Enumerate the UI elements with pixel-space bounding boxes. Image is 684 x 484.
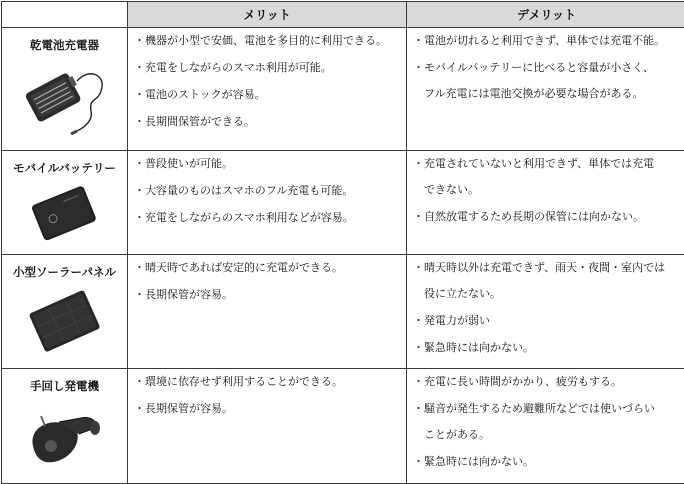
list-item: ・電池が切れると利用できず、単体では充電不能。 <box>413 34 684 48</box>
device-cell <box>2 255 128 369</box>
list-item: ・充電されていないと利用できず、単体では充電 できない。 <box>413 157 684 197</box>
demerit-cell <box>407 255 684 369</box>
list-item: ・緊急時には向かない。 <box>413 341 684 355</box>
merit-cell <box>128 369 407 484</box>
device-name: 乾電池充電器 <box>2 37 127 53</box>
list-item: ・発電力が弱い <box>413 314 684 328</box>
list-item: ・緊急時には向かない。 <box>413 455 684 469</box>
table-row <box>2 255 684 369</box>
list-item: ・大容量のものはスマホのフル充電も可能。 <box>134 184 406 198</box>
list-item: ・自然放電するため長期の保管には向かない。 <box>413 210 684 224</box>
demerit-cell <box>407 369 684 484</box>
hand-crank-generator-icon <box>19 398 111 474</box>
header-corner <box>2 2 128 28</box>
solar-panel-icon <box>19 284 111 356</box>
list-item: ・機器が小型で安価、電池を多目的に利用できる。 <box>134 34 406 48</box>
demerit-cell <box>407 151 684 255</box>
table-row <box>2 151 684 255</box>
device-cell <box>2 369 128 484</box>
device-name: モバイルバッテリー <box>2 160 127 176</box>
comparison-table <box>1 1 684 484</box>
list-item: ・普段使いが可能。 <box>134 157 406 171</box>
list-item: ・長期保管が容易。 <box>134 288 406 302</box>
list-item: ・電池のストックが容易。 <box>134 88 406 102</box>
merit-cell <box>128 28 407 151</box>
list-item: ・長期保管が容易。 <box>134 402 406 416</box>
demerit-cell <box>407 28 684 151</box>
device-cell <box>2 151 128 255</box>
device-name: 小型ソーラーパネル <box>2 264 127 280</box>
list-item: ・充電に長い時間がかかり、疲労もする。 <box>413 375 684 389</box>
list-item: ・晴天時であれば安定的に充電ができる。 <box>134 261 406 275</box>
device-cell <box>2 28 128 151</box>
table-row <box>2 28 684 151</box>
list-item: ・充電をしながらのスマホ利用などが容易。 <box>134 211 406 225</box>
list-item: ・環境に依存せず利用することができる。 <box>134 375 406 389</box>
merit-cell <box>128 255 407 369</box>
list-item: ・モバイルバッテリーに比べると容量が小さく、 フル充電には電池交換が必要な場合がある。 <box>413 61 684 101</box>
list-item: ・晴天時以外は充電できず、雨天・夜間・室内では 役に立たない。 <box>413 261 684 301</box>
list-item: ・長期間保管ができる。 <box>134 115 406 129</box>
list-item: ・充電をしながらのスマホ利用が可能。 <box>134 61 406 75</box>
list-item: ・騒音が発生するため避難所などでは使いづらい ことがある。 <box>413 402 684 442</box>
header-merit: メリット <box>128 2 407 28</box>
table-row <box>2 369 684 484</box>
mobile-battery-icon <box>19 180 111 252</box>
device-name: 手回し発電機 <box>2 378 127 394</box>
header-demerit: デメリット <box>407 2 684 28</box>
merit-cell <box>128 151 407 255</box>
battery-charger-icon <box>19 57 111 135</box>
